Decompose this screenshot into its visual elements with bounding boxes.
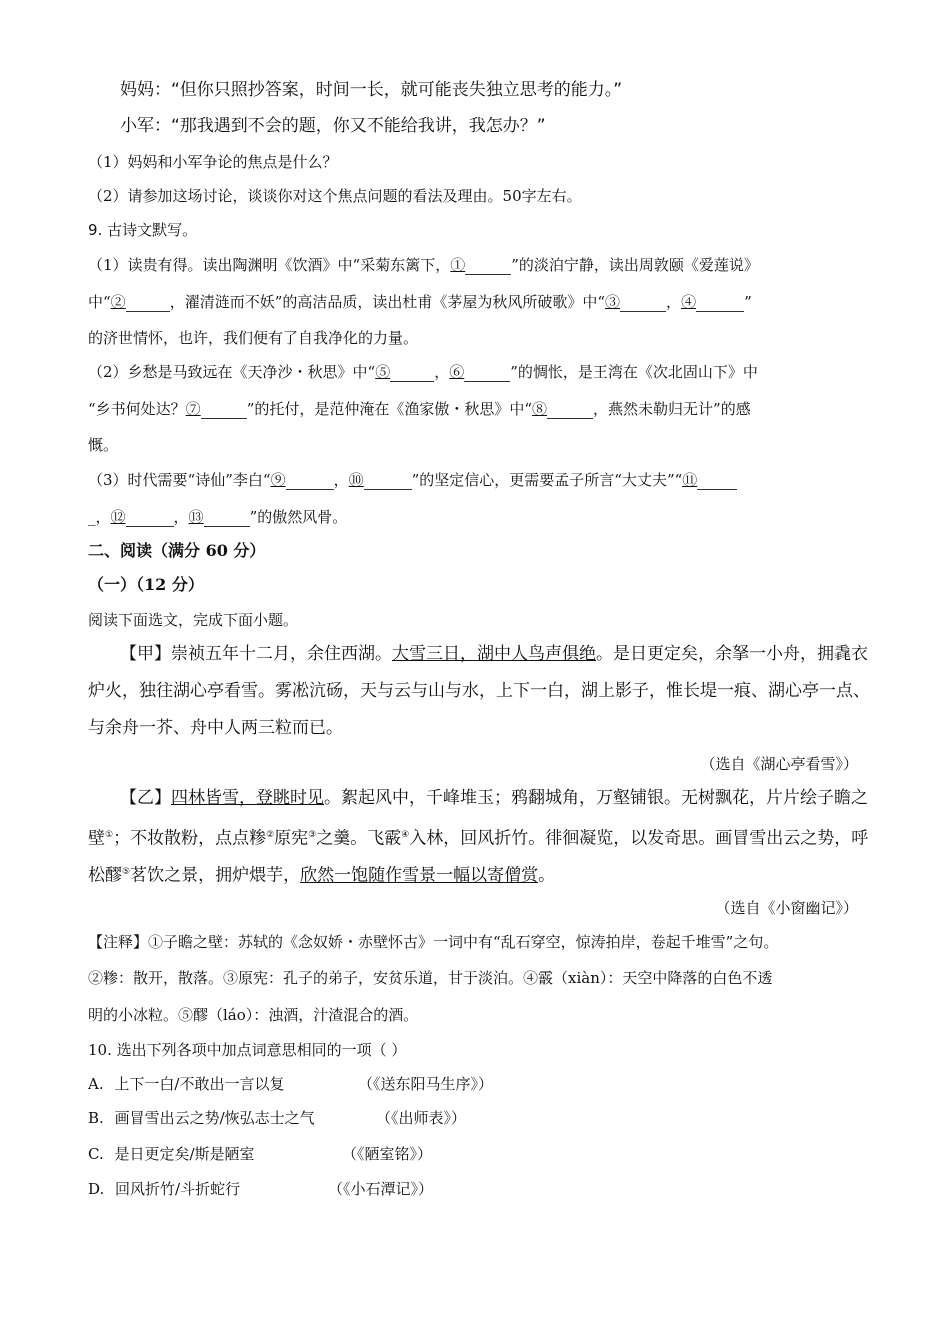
- option-source: （《送东阳马生序》）: [358, 1075, 494, 1093]
- q9-line7: [88, 470, 737, 490]
- option-text: 回风折竹/斗折蛇行: [115, 1180, 241, 1198]
- blank-4-marker: ④: [681, 293, 697, 311]
- blank-8[interactable]: [547, 401, 593, 419]
- blank-5[interactable]: [390, 364, 434, 382]
- option-label: A.: [88, 1075, 104, 1093]
- mom-speaker: 妈妈：: [120, 80, 171, 100]
- q10-option-a[interactable]: [88, 1074, 494, 1094]
- blank-9[interactable]: [286, 472, 334, 490]
- q9-text: ，: [666, 293, 682, 311]
- q9-text: ”的淡泊宁静，读出周敦颐《爱莲说》: [511, 256, 759, 274]
- yi-text: ；不妆散粉，点点糁: [113, 828, 267, 849]
- option-label: C.: [88, 1145, 104, 1163]
- yi-text: 之羹。飞霰: [316, 828, 402, 849]
- yi-text: 。絮起风中，千峰堆玉；鸦翻城角，万壑铺银。无树飘花，片片绘子瞻之: [324, 788, 868, 808]
- blank-9-marker: ⑨: [270, 471, 286, 489]
- blank-10-marker: ⑩: [348, 471, 364, 489]
- blank-11[interactable]: [697, 472, 737, 490]
- dialogue-mom: [120, 80, 622, 100]
- blank-12[interactable]: [126, 509, 174, 527]
- option-source: （《出师表》）: [376, 1109, 467, 1127]
- blank-6[interactable]: [464, 364, 510, 382]
- q9-text: ，燕然未勒归无计”的感: [593, 400, 751, 418]
- notes-line2: ②糁：散开，散落。③原宪：孔子的弟子，安贫乐道，甘于淡泊。④霰（xiàn）：天空中降落的白色不透: [88, 969, 773, 987]
- option-text: 画冒雪出云之势/恢弘志士之气: [114, 1109, 315, 1127]
- blank-2-marker: ②: [110, 293, 126, 311]
- jia-line1: [120, 644, 868, 664]
- yi-line1: [120, 788, 868, 808]
- blank-11-marker: ⑪: [682, 471, 698, 489]
- q9-title: 9. 古诗文默写。: [88, 221, 198, 239]
- jia-underlined: 大雪三日，湖中人鸟声俱绝: [392, 644, 596, 664]
- q10-option-c[interactable]: [88, 1144, 433, 1164]
- blank-10[interactable]: [364, 472, 412, 490]
- blank-7[interactable]: [201, 401, 247, 419]
- option-text: 上下一白/不敢出一言以复: [114, 1075, 285, 1093]
- blank-6-marker: ⑥: [449, 363, 465, 381]
- blank-3-marker: ③: [605, 293, 621, 311]
- notes-line3: 明的小冰粒。⑤醪（láo）：浊酒，汁渣混合的酒。: [88, 1006, 419, 1024]
- q9-text: “乡书何处达？: [88, 400, 186, 418]
- jia-line2: 炉火，独往湖心亭看雪。雾凇沆砀，天与云与山与水，上下一白，湖上影子，惟长堤一痕、湖心亭一点、: [88, 681, 870, 701]
- q9-text: （3）时代需要“诗仙”李白“: [88, 471, 271, 489]
- q9-line3: 的济世情怀，也许，我们便有了自我净化的力量。: [88, 329, 419, 347]
- blank-7-marker: ⑦: [185, 400, 201, 418]
- jia-tag: 【甲】: [120, 644, 171, 664]
- blank-2[interactable]: [126, 294, 170, 312]
- q9-text: ”的惆怅，是王湾在《次北固山下》中: [510, 363, 758, 381]
- q9-text: _，: [88, 508, 111, 526]
- jia-line3: 与余舟一芥、舟中人两三粒而已。: [88, 718, 343, 738]
- note-ref: ③: [308, 830, 317, 840]
- yi-text: 。: [538, 865, 556, 886]
- option-source: （《陋室铭》）: [342, 1145, 433, 1163]
- yi-text: 茗饮之景，拥炉煨芋，: [130, 865, 301, 886]
- option-label: B.: [88, 1109, 104, 1127]
- yi-tag: 【乙】: [120, 788, 171, 808]
- yi-underlined: 四林皆雪，登眺时见: [171, 788, 324, 808]
- jia-text: 崇祯五年十二月，余住西湖。: [171, 644, 392, 664]
- q9-line4: [88, 362, 758, 382]
- option-text: 是日更定矣/斯是陋室: [114, 1145, 255, 1163]
- yi-text: 原宪: [274, 828, 309, 849]
- blank-13[interactable]: [204, 509, 250, 527]
- section-sub: （一）（12 分）: [88, 575, 204, 594]
- blank-1[interactable]: [465, 257, 511, 275]
- q9-line5: [88, 399, 751, 419]
- yi-text: 壁: [88, 828, 105, 849]
- blank-5-marker: ⑤: [375, 363, 391, 381]
- blank-13-marker: ⑬: [188, 508, 204, 526]
- blank-1-marker: ①: [450, 256, 466, 274]
- notes-line1: 【注释】①子瞻之壁：苏轼的《念奴娇・赤壁怀古》一词中有“乱石穿空，惊涛拍岸，卷起千堆雪”之句。: [88, 933, 779, 951]
- q9-text: ”的托付，是范仲淹在《渔家傲・秋思》中“: [246, 400, 533, 418]
- note-ref: ②: [266, 830, 275, 840]
- yi-line2: [88, 825, 868, 849]
- dialogue-jun: [120, 116, 546, 136]
- jia-source: （选自《湖心亭看雪》）: [700, 755, 858, 773]
- note-ref: ①: [105, 830, 114, 840]
- option-source: （《小石潭记》）: [328, 1180, 434, 1198]
- q9-text: ”的傲然风骨。: [249, 508, 348, 526]
- yi-underlined: 欣然一饱随作雪景一幅以寄僧赏: [300, 865, 539, 886]
- q9-text: （2）乡愁是马致远在《天净沙・秋思》中“: [88, 363, 376, 381]
- jia-text: 。是日更定矣，余拏一小舟，拥毳衣: [596, 644, 868, 664]
- mom-text: “但你只照抄答案，时间一长，就可能丧失独立思考的能力。”: [171, 80, 623, 100]
- blank-4[interactable]: [696, 294, 744, 312]
- jun-speaker: 小军：: [120, 116, 171, 136]
- q9-text: ”的坚定信心，更需要孟子所言“大丈夫”“: [411, 471, 683, 489]
- q10-stem: 10. 选出下列各项中加点词意思相同的一项（ ）: [88, 1041, 407, 1059]
- option-label: D.: [88, 1180, 105, 1198]
- note-ref: ④: [401, 830, 410, 840]
- q9-text: （1）读贵有得。读出陶渊明《饮酒》中“采菊东篱下，: [88, 256, 451, 274]
- section-instruction: 阅读下面选文，完成下面小题。: [88, 611, 299, 629]
- q9-line6: 慨。: [88, 436, 119, 454]
- yi-text: 松醪: [88, 865, 122, 886]
- jun-text: “那我遇到不会的题，你又不能给我讲，我怎办？”: [171, 116, 546, 136]
- q10-option-d[interactable]: [88, 1179, 434, 1199]
- q8-sub1: （1）妈妈和小军争论的焦点是什么？: [88, 153, 338, 171]
- yi-text: 入林，回风折竹。徘徊凝览，以发奇思。画冒雪出云之势，呼: [409, 828, 869, 849]
- q9-text: ，: [434, 363, 450, 381]
- q9-text: 中“: [88, 293, 111, 311]
- q9-line2: [88, 292, 752, 312]
- q9-line1: [88, 255, 759, 275]
- q9-text: ，濯清涟而不妖”的高洁品质，读出杜甫《茅屋为秋风所破歌》中“: [169, 293, 606, 311]
- section-title: 二、阅读（满分 60 分）: [88, 541, 266, 560]
- q8-sub2: （2）请参加这场讨论，谈谈你对这个焦点问题的看法及理由。50字左右。: [88, 187, 582, 205]
- blank-8-marker: ⑧: [532, 400, 548, 418]
- blank-12-marker: ⑫: [110, 508, 126, 526]
- q10-option-b[interactable]: [88, 1108, 467, 1128]
- blank-3[interactable]: [620, 294, 666, 312]
- q9-text: ，: [333, 471, 349, 489]
- yi-source: （选自《小窗幽记》）: [715, 899, 858, 917]
- q9-text: ”: [744, 293, 752, 311]
- yi-line3: [88, 862, 555, 886]
- q9-line8: [88, 507, 347, 527]
- note-ref: ⑤: [122, 867, 131, 877]
- q9-text: ，: [173, 508, 189, 526]
